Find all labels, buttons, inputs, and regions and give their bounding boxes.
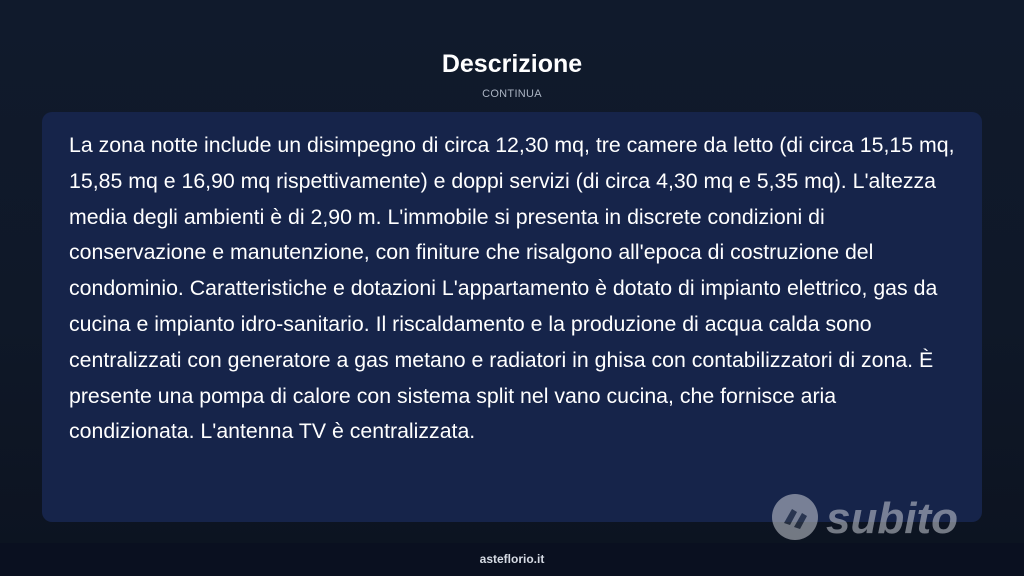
subito-logo-icon bbox=[770, 489, 980, 545]
header bbox=[0, 47, 1024, 101]
description-text: La zona notte include un disimpegno di circa 12,30 mq, tre camere da letto (di circa 15,15 mq, 15,85 mq e 16,90 mq rispettivamente) e doppi servizi (di circa 4,30 mq e 5,35 mq). L'altezza media degli ambienti è di 2,90 m. L'immobile si presenta in discrete condizioni di conservazione e manutenzione, con finiture che risalgono all'epoca di costruzione del condominio. Caratteristiche e dotazioni L'appartamento è dotato di impianto elettrico, gas da cucina e impianto idro-sanitario. Il riscaldamento e la produzione di acqua calda sono centralizzati con generatore a gas metano e radiatori in ghisa con contabilizzatori di zona. È presente una pompa di calore con sistema split nel vano cucina, che fornisce aria condizionata. L'antenna TV è centralizzata. bbox=[69, 133, 955, 444]
page-title: Descrizione bbox=[441, 50, 583, 78]
watermark-brand: subito bbox=[826, 494, 958, 543]
description-card bbox=[42, 112, 982, 522]
continua-label: CONTINUA bbox=[482, 88, 542, 100]
subito-watermark bbox=[770, 489, 980, 545]
footer-site: asteflorio.it bbox=[479, 552, 545, 566]
